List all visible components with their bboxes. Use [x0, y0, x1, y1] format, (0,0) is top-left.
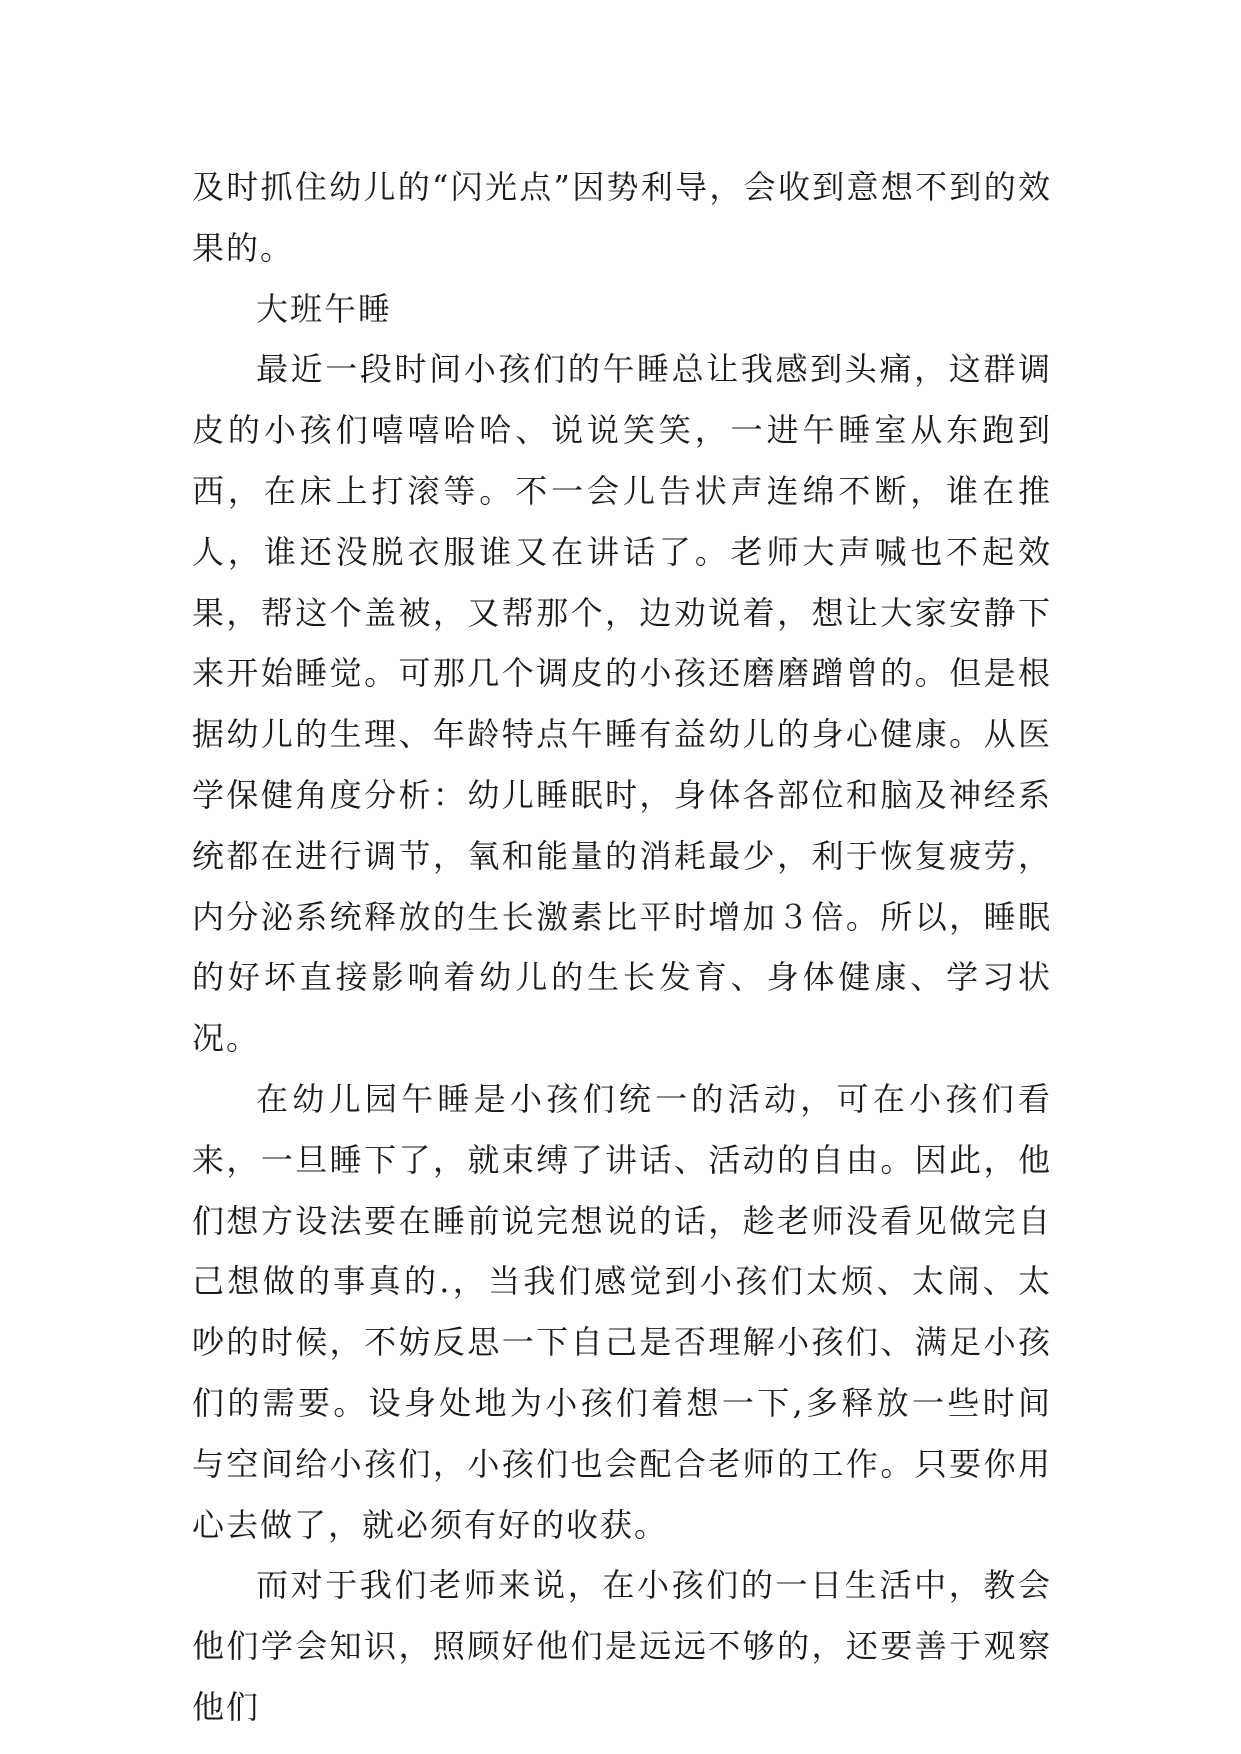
document-body — [192, 157, 1052, 1738]
paragraph: 最近一段时间小孩们的午睡总让我感到头痛，这群调皮的小孩们嘻嘻哈哈、说说笑笑，一进午睡室从东跑到西，在床上打滚等。不一会儿告状声连绵不断，谁在推人，谁还没脱衣服谁又在讲话了。老师大声喊也不起效果，帮这个盖被，又帮那个，边劝说着，想让大家安静下来开始睡觉。可那几个调皮的小孩还磨磨蹭曾的。但是根据幼儿的生理、年龄特点午睡有益幼儿的身心健康。从医学保健角度分析：幼儿睡眠时，身体各部位和脑及神经系统都在进行调节，氧和能量的消耗最少，利于恢复疲劳，内分泌系统释放的生长激素比平时增加３倍。所以，睡眠的好坏直接影响着幼儿的生长发育、身体健康、学习状况。 — [192, 350, 1052, 1058]
section-heading: 大班午睡 — [256, 289, 393, 328]
paragraph-continuation: 及时抓住幼儿的“闪光点”因势利导，会收到意想不到的效果的。 — [192, 168, 1052, 267]
paragraph: 而对于我们老师来说，在小孩们的一日生活中，教会他们学会知识，照顾好他们是远远不够的，还要善于观察他们 — [192, 1566, 1052, 1726]
paragraph: 在幼儿园午睡是小孩们统一的活动，可在小孩们看来，一旦睡下了，就束缚了讲话、活动的自由。因此，他们想方设法要在睡前说完想说的话，趁老师没看见做完自己想做的事真的.，当我们感觉到小孩们太烦、太闹、太吵的时候，不妨反思一下自己是否理解小孩们、满足小孩们的需要。设身处地为小孩们着想一下,多释放一些时间与空间给小孩们，小孩们也会配合老师的工作。只要你用心去做了，就必须有好的收获。 — [192, 1079, 1052, 1544]
